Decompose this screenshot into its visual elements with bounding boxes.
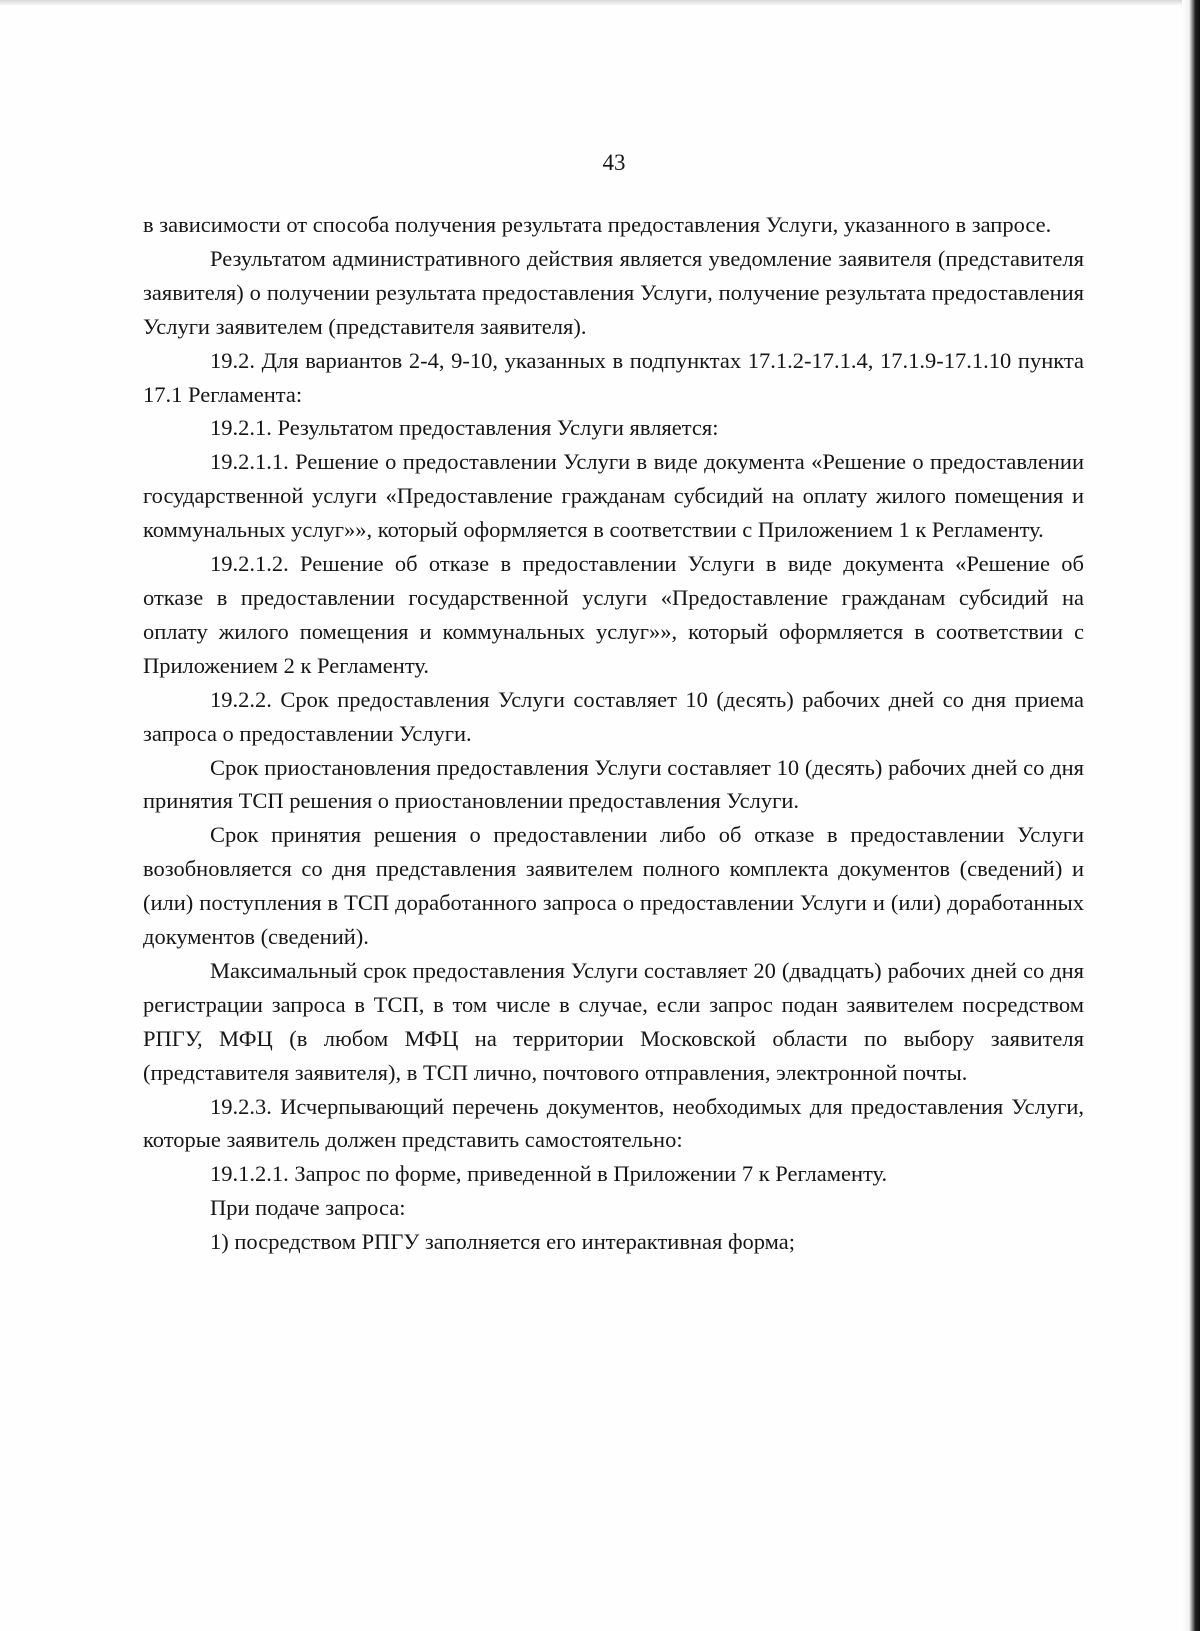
paragraph: 19.2.1. Результатом предоставления Услуги является: (210, 415, 719, 441)
paragraph: При подаче запроса: (210, 1195, 406, 1221)
paragraph: Максимальный срок предоставления Услуги составляет 20 (двадцать) рабочих дней со дня регистрации запроса в ТСП, в том числе в случае, если запрос подан заявителем посредством РПГУ, МФЦ (в любом МФЦ на территории Московской области по выбору заявителя (представителя заявителя), в ТСП лично, почтового отправления, электронной почты. (143, 957, 1084, 1085)
paragraph: Результатом административного действия является уведомление заявителя (представителя заявителя) о получении результата предоставления Услуги, получение результата предоставления Услуги заявителем (представителя заявителя). (143, 245, 1084, 339)
paragraph: 19.2.2. Срок предоставления Услуги составляет 10 (десять) рабочих дней со дня приема запроса о предоставлении Услуги. (143, 686, 1084, 746)
page-number: 43 (602, 150, 626, 175)
paragraph: 1) посредством РПГУ заполняется его интерактивная форма; (210, 1229, 795, 1255)
paragraph: Срок принятия решения о предоставлении либо об отказе в предоставлении Услуги возобновляется со дня представления заявителем полного комплекта документов (сведений) и (или) поступления в ТСП доработанного запроса о предоставлении Услуги и (или) доработанных документов (сведений). (143, 822, 1084, 950)
paragraph: Срок приостановления предоставления Услуги составляет 10 (десять) рабочих дней со дня принятия ТСП решения о приостановлении предоставления Услуги. (143, 754, 1084, 814)
paragraph: 19.2.1.1. Решение о предоставлении Услуги в виде документа «Решение о предоставлении государственной услуги «Предоставление гражданам субсидий на оплату жилого помещения и коммунальных услуг»», который оформляется в соответствии с Приложением 1 к Регламенту. (143, 449, 1084, 543)
paragraph: 19.2.1.2. Решение об отказе в предоставлении Услуги в виде документа «Решение об отказе в предоставлении государственной услуги «Предоставление гражданам субсидий на оплату жилого помещения и коммунальных услуг»», который оформляется в соответствии с Приложением 2 к Регламенту. (143, 551, 1084, 678)
paragraph: 19.1.2.1. Запрос по форме, приведенной в Приложении 7 к Регламенту. (210, 1161, 888, 1187)
body-text (143, 208, 1084, 1259)
scan-edge-right (1182, 0, 1200, 1631)
paragraph: 19.2. Для вариантов 2-4, 9-10, указанных в подпунктах 17.1.2-17.1.4, 17.1.9-17.1.10 пункта 17.1 Регламента: (143, 347, 1084, 407)
paragraph: 19.2.3. Исчерпывающий перечень документов, необходимых для предоставления Услуги, которые заявитель должен представить самостоятельно: (143, 1093, 1084, 1153)
scan-edge-top (0, 0, 1200, 6)
paragraph: в зависимости от способа получения результата предоставления Услуги, указанного в запросе. (143, 212, 1052, 237)
